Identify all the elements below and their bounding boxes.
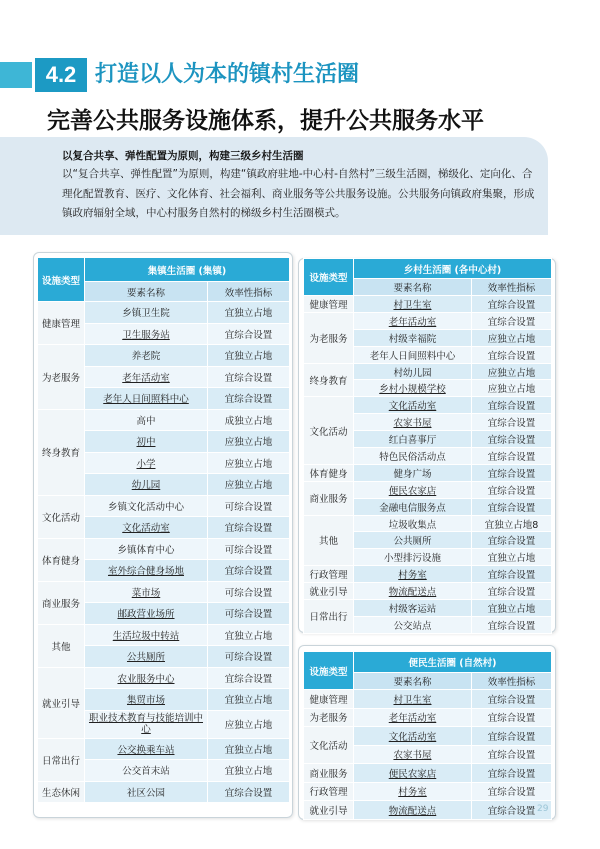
efficiency-cell: 宜综合设置	[472, 397, 552, 414]
efficiency-cell: 宜综合设置	[208, 781, 290, 803]
element-name-cell: 老年人日间照料中心	[354, 346, 472, 363]
table-row	[38, 345, 290, 367]
table-row	[304, 764, 552, 783]
element-name-cell: 村卫生室	[354, 690, 472, 709]
efficiency-cell: 应独立占地	[472, 329, 552, 346]
table-row	[38, 581, 290, 603]
efficiency-cell: 宜综合设置	[472, 782, 552, 801]
efficiency-cell: 宜独立占地	[472, 600, 552, 617]
efficiency-cell: 应独立占地	[472, 363, 552, 380]
category-cell: 就业引导	[304, 801, 354, 820]
element-name-cell: 乡镇文化活动中心	[85, 495, 208, 517]
table-title: 集镇生活圈 (集镇)	[85, 258, 290, 282]
table-row	[304, 481, 552, 498]
element-name-cell: 公交首末站	[85, 760, 208, 782]
category-header: 设施类型	[38, 258, 85, 302]
efficiency-cell: 宜综合设置	[472, 764, 552, 783]
efficiency-cell: 应独立占地	[208, 452, 290, 474]
element-name-cell: 高中	[85, 409, 208, 431]
category-cell: 健康管理	[304, 296, 354, 313]
category-cell: 就业引导	[38, 667, 85, 738]
element-name-cell: 物流配送点	[354, 583, 472, 600]
efficiency-cell: 宜独立占地	[208, 689, 290, 711]
efficiency-cell: 可综合设置	[208, 495, 290, 517]
center-village-table	[303, 258, 552, 634]
element-name-cell: 生活垃圾中转站	[85, 624, 208, 646]
element-name-cell: 农家书屋	[354, 745, 472, 764]
element-name-cell: 公共厕所	[85, 646, 208, 668]
efficiency-cell: 宜综合设置	[208, 388, 290, 410]
table-row	[304, 397, 552, 414]
table-row	[38, 495, 290, 517]
efficiency-cell: 宜综合设置	[472, 583, 552, 600]
category-cell: 生态休闲	[38, 781, 85, 803]
table-header-row	[304, 652, 552, 673]
element-name-cell: 老年活动室	[354, 312, 472, 329]
table-row	[304, 801, 552, 820]
element-name-cell: 室外综合健身场地	[85, 560, 208, 582]
element-name-cell: 集贸市场	[85, 689, 208, 711]
table-row	[304, 312, 552, 329]
category-header: 设施类型	[304, 259, 354, 296]
efficiency-cell: 宜综合设置	[472, 708, 552, 727]
element-name-cell: 小型排污设施	[354, 549, 472, 566]
element-name-cell: 垃圾收集点	[354, 515, 472, 532]
category-cell: 体育健身	[38, 538, 85, 581]
efficiency-cell: 宜综合设置	[472, 414, 552, 431]
element-name-cell: 邮政营业场所	[85, 603, 208, 625]
element-name-cell: 村级幸福院	[354, 329, 472, 346]
element-name-cell: 职业技术教育与技能培训中心	[85, 710, 208, 738]
category-cell: 日常出行	[304, 600, 354, 634]
element-name-cell: 老年人日间照料中心	[85, 388, 208, 410]
category-cell: 商业服务	[304, 764, 354, 783]
efficiency-cell: 应独立占地	[208, 474, 290, 496]
category-cell: 行政管理	[304, 782, 354, 801]
efficiency-cell: 宜综合设置	[208, 366, 290, 388]
element-name-cell: 文化活动室	[354, 727, 472, 746]
element-name-cell: 特色民俗活动点	[354, 448, 472, 465]
efficiency-cell: 宜独立占地	[208, 345, 290, 367]
efficiency-cell: 宜综合设置	[472, 566, 552, 583]
element-name-cell: 菜市场	[85, 581, 208, 603]
efficiency-cell: 应独立占地	[472, 380, 552, 397]
efficiency-cell: 宜综合设置	[472, 690, 552, 709]
category-cell: 行政管理	[304, 566, 354, 583]
table-row	[304, 782, 552, 801]
natural-village-table	[303, 651, 552, 820]
element-name-cell: 农家书屋	[354, 414, 472, 431]
element-name-cell: 乡村小规模学校	[354, 380, 472, 397]
efficiency-cell: 应独立占地	[208, 710, 290, 738]
section-number: 4.2	[35, 58, 87, 92]
efficiency-cell: 宜综合设置	[472, 801, 552, 820]
element-name-cell: 村幼儿园	[354, 363, 472, 380]
efficiency-cell: 宜综合设置	[208, 560, 290, 582]
efficiency-cell: 宜综合设置	[472, 498, 552, 515]
efficiency-cell: 可综合设置	[208, 581, 290, 603]
efficiency-header: 效率性指标	[472, 673, 552, 690]
efficiency-cell: 应独立占地	[208, 431, 290, 453]
efficiency-cell: 宜综合设置	[208, 517, 290, 539]
efficiency-cell: 宜综合设置	[472, 346, 552, 363]
efficiency-cell: 宜独立占地	[208, 760, 290, 782]
efficiency-cell: 宜综合设置	[472, 616, 552, 633]
category-header: 设施类型	[304, 652, 354, 690]
efficiency-cell: 宜综合设置	[472, 727, 552, 746]
element-name-cell: 文化活动室	[354, 397, 472, 414]
element-name-cell: 幼儿园	[85, 474, 208, 496]
table-row	[304, 515, 552, 532]
table-row	[304, 464, 552, 481]
element-name-cell: 养老院	[85, 345, 208, 367]
element-name-cell: 乡镇卫生院	[85, 302, 208, 324]
efficiency-cell: 可综合设置	[208, 603, 290, 625]
category-cell: 其他	[38, 624, 85, 667]
efficiency-cell: 宜综合设置	[472, 296, 552, 313]
table-row	[38, 738, 290, 760]
element-name-cell: 健身广场	[354, 464, 472, 481]
section-header	[0, 50, 600, 100]
efficiency-cell: 宜综合设置	[472, 448, 552, 465]
category-cell: 终身教育	[304, 363, 354, 397]
table-row	[304, 566, 552, 583]
table-row	[304, 708, 552, 727]
table-row	[38, 538, 290, 560]
element-name-cell: 卫生服务站	[85, 323, 208, 345]
efficiency-cell: 宜综合设置	[472, 431, 552, 448]
table-row	[304, 727, 552, 746]
element-name-cell: 红白喜事厅	[354, 431, 472, 448]
table-row	[304, 583, 552, 600]
element-name-cell: 公共厕所	[354, 532, 472, 549]
table-row	[304, 690, 552, 709]
element-name-cell: 初中	[85, 431, 208, 453]
table-row	[38, 781, 290, 803]
category-cell: 其他	[304, 515, 354, 566]
efficiency-cell: 成独立占地	[208, 409, 290, 431]
element-name-cell: 乡镇体育中心	[85, 538, 208, 560]
efficiency-cell: 宜独立占地8	[472, 515, 552, 532]
category-cell: 为老服务	[304, 708, 354, 727]
category-cell: 文化活动	[304, 727, 354, 764]
table-row	[304, 363, 552, 380]
category-cell: 商业服务	[304, 481, 354, 515]
intro-heading: 以复合共享、弹性配置为原则，构建三级乡村生活圈	[62, 150, 304, 162]
element-name-cell: 村务室	[354, 566, 472, 583]
efficiency-cell: 宜综合设置	[472, 481, 552, 498]
element-name-cell: 老年活动室	[85, 366, 208, 388]
name-header: 要素名称	[354, 279, 472, 296]
category-cell: 日常出行	[38, 738, 85, 781]
element-name-cell: 村卫生室	[354, 296, 472, 313]
table-header-row	[304, 259, 552, 279]
element-name-cell: 老年活动室	[354, 708, 472, 727]
intro-body: 以“复合共享、弹性配置”为原则，构建“镇政府驻地-中心村-自然村”三级生活圈，梯级化、定向化、合理化配置教育、医疗、文化体育、社会福利、商业服务等公共服务设施。公共服务向镇政府集聚，形成镇政府辐射全域，中心村服务自然村的梯级乡村生活圈模式。	[62, 168, 535, 219]
category-cell: 为老服务	[304, 312, 354, 363]
efficiency-cell: 宜综合设置	[208, 323, 290, 345]
category-cell: 就业引导	[304, 583, 354, 600]
table-row	[304, 600, 552, 617]
element-name-cell: 农业服务中心	[85, 667, 208, 689]
efficiency-cell: 宜独立占地	[472, 549, 552, 566]
name-header: 要素名称	[354, 673, 472, 690]
efficiency-cell: 宜独立占地	[208, 738, 290, 760]
intro-box	[0, 137, 548, 235]
element-name-cell: 公交站点	[354, 616, 472, 633]
element-name-cell: 便民农家店	[354, 764, 472, 783]
efficiency-cell: 宜综合设置	[472, 464, 552, 481]
table-row	[38, 302, 290, 324]
table-row	[38, 409, 290, 431]
table-header-row	[38, 258, 290, 282]
section-accent-bar	[0, 62, 32, 88]
efficiency-cell: 宜独立占地	[208, 302, 290, 324]
element-name-cell: 公交换乘车站	[85, 738, 208, 760]
efficiency-cell: 宜综合设置	[208, 667, 290, 689]
efficiency-cell: 宜综合设置	[472, 532, 552, 549]
element-name-cell: 村级客运站	[354, 600, 472, 617]
table-row	[38, 667, 290, 689]
efficiency-cell: 宜独立占地	[208, 624, 290, 646]
category-cell: 体育健身	[304, 464, 354, 481]
section-title: 打造以人为本的镇村生活圈	[95, 62, 360, 87]
category-cell: 为老服务	[38, 345, 85, 410]
name-header: 要素名称	[85, 282, 208, 302]
table-title: 便民生活圈 (自然村)	[354, 652, 552, 673]
element-name-cell: 金融电信服务点	[354, 498, 472, 515]
efficiency-header: 效率性指标	[472, 279, 552, 296]
category-cell: 文化活动	[38, 495, 85, 538]
page-subtitle: 完善公共服务设施体系，提升公共服务水平	[47, 108, 484, 134]
table-row	[38, 624, 290, 646]
element-name-cell: 物流配送点	[354, 801, 472, 820]
efficiency-cell: 宜综合设置	[472, 745, 552, 764]
table-row	[304, 296, 552, 313]
element-name-cell: 村务室	[354, 782, 472, 801]
efficiency-cell: 宜综合设置	[472, 312, 552, 329]
page-number: 29	[537, 804, 549, 814]
element-name-cell: 社区公园	[85, 781, 208, 803]
category-cell: 终身教育	[38, 409, 85, 495]
category-cell: 商业服务	[38, 581, 85, 624]
efficiency-cell: 可综合设置	[208, 646, 290, 668]
town-circle-table	[37, 257, 290, 803]
efficiency-cell: 可综合设置	[208, 538, 290, 560]
table-title: 乡村生活圈 (各中心村)	[354, 259, 552, 279]
element-name-cell: 便民农家店	[354, 481, 472, 498]
element-name-cell: 文化活动室	[85, 517, 208, 539]
element-name-cell: 小学	[85, 452, 208, 474]
efficiency-header: 效率性指标	[208, 282, 290, 302]
category-cell: 文化活动	[304, 397, 354, 465]
category-cell: 健康管理	[304, 690, 354, 709]
category-cell: 健康管理	[38, 302, 85, 345]
